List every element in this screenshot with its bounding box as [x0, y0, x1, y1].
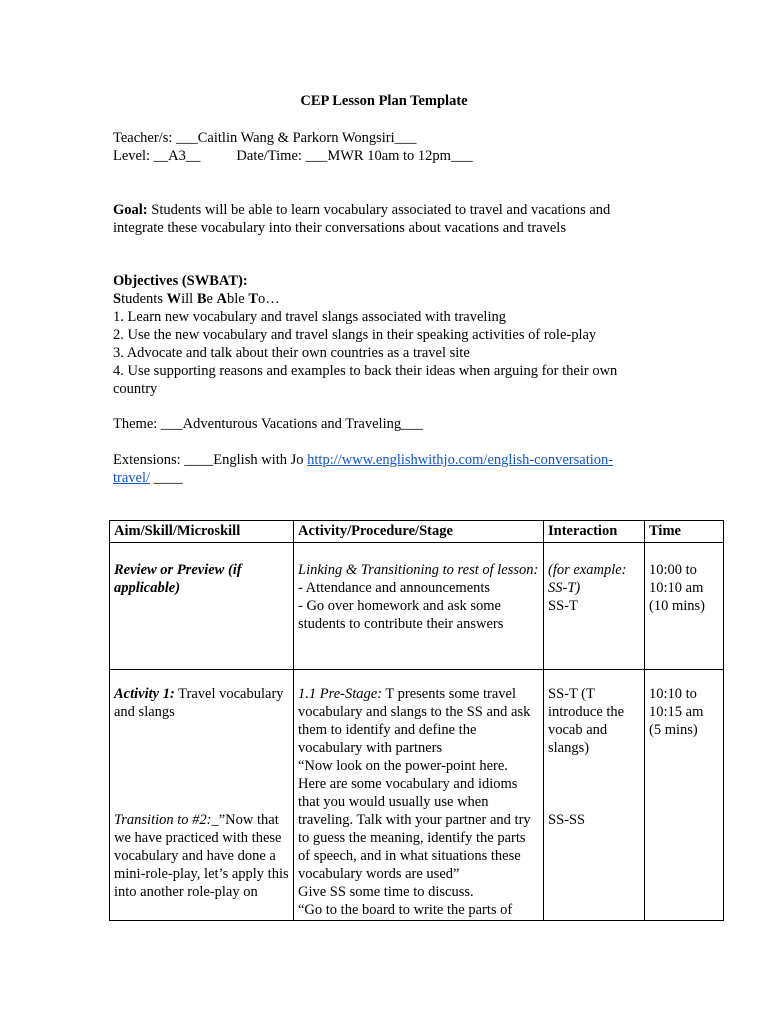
interaction-value: SS-SS	[548, 812, 586, 828]
activity-line: - Go over homework and ask some students to contribute their answers	[298, 598, 504, 632]
document-title: CEP Lesson Plan Template	[300, 93, 468, 109]
table-header-row	[110, 521, 724, 543]
pre-stage-text	[298, 685, 539, 757]
linking-heading: Linking & Transitioning to rest of lesson:	[298, 562, 539, 578]
interaction-example: (for example: SS-T)	[548, 562, 627, 596]
objective-item: 2. Use the new vocabulary and travel slangs in their speaking activities of role-play	[113, 327, 597, 343]
level-line	[113, 147, 658, 165]
level-label: Level:	[113, 148, 154, 164]
objectives-section	[113, 272, 658, 398]
transition-body: _”Now that we have practiced with these vocabulary and have done a mini-role-play, let’s apply this into another role-play on	[114, 812, 289, 900]
cell-activity-activity-1	[294, 670, 544, 921]
column-header-aim: Aim/Skill/Microskill	[110, 521, 294, 543]
extensions-suffix: ____	[150, 470, 183, 486]
swbat-letter: A	[216, 291, 228, 307]
time-value: 10:00 to 10:10 am (10 mins)	[649, 562, 705, 614]
column-header-activity: Activity/Procedure/Stage	[294, 521, 544, 543]
swbat-word: tudents	[121, 291, 167, 307]
cell-activity-review	[294, 543, 544, 670]
teacher-line	[113, 129, 658, 147]
objective-item: 1. Learn new vocabulary and travel slangs associated with traveling	[113, 309, 506, 325]
swbat-word: o…	[258, 291, 280, 307]
theme-label: Theme:	[113, 416, 161, 432]
teachers-label: Teacher/s:	[113, 130, 176, 146]
goal-section	[113, 201, 658, 237]
extensions-label: Extensions:	[113, 452, 185, 468]
board-line: “Go to the board to write the parts of	[298, 902, 513, 918]
pre-stage-body: T presents some travel vocabulary and slangs to the SS and ask them to identify and define the vocabulary with partners	[298, 686, 531, 756]
swbat-letter: S	[113, 291, 122, 307]
cell-time-activity-1	[645, 670, 724, 921]
extensions-link[interactable]: http://www.englishwithjo.com/english-conversation-travel/	[113, 452, 614, 486]
interaction-value: SS-T (T introduce the vocab and slangs)	[548, 686, 625, 756]
activity-1-aim	[114, 685, 289, 721]
extensions-line	[113, 451, 643, 487]
cell-time-review	[645, 543, 724, 670]
interaction-value: SS-T	[548, 598, 578, 614]
cell-aim-activity-1	[110, 670, 294, 921]
swbat-word: ill	[181, 291, 197, 307]
teachers-value: ___Caitlin Wang & Parkorn Wongsiri___	[176, 130, 417, 146]
column-header-interaction: Interaction	[544, 521, 645, 543]
level-value: __A3__	[153, 148, 201, 164]
goal-label: Goal:	[113, 202, 148, 218]
theme-value: ___Adventurous Vacations and Traveling___	[160, 416, 423, 432]
swbat-line	[113, 290, 658, 308]
objective-item: 4. Use supporting reasons and examples to back their ideas when arguing for their own country	[113, 363, 618, 397]
pre-stage-label: 1.1 Pre-Stage:	[298, 686, 383, 702]
theme-line	[113, 415, 658, 433]
teacher-quote: “Now look on the power-point here. Here are some vocabulary and idioms that you would usually use when traveling. Talk with your partner and try to guess the meaning, identify the parts of speech, and in what situations these vocabulary words are used”	[298, 758, 531, 882]
time-value: 10:10 to 10:15 am (5 mins)	[649, 686, 704, 738]
objectives-label: Objectives (SWBAT):	[113, 273, 248, 289]
spacer	[114, 721, 289, 811]
swbat-letter: T	[248, 291, 259, 307]
table-row-review	[110, 543, 724, 670]
extensions-prefix: ____English with Jo	[184, 452, 308, 468]
activity-1-label: Activity 1:	[114, 686, 175, 702]
swbat-word: e	[206, 291, 217, 307]
transition-text	[114, 811, 289, 901]
cell-aim-review	[110, 543, 294, 670]
activity-line: - Attendance and announcements	[298, 580, 491, 596]
goal-text: Students will be able to learn vocabulary associated to travel and vacations and integrate these vocabulary into their conversations about vacations and travels	[113, 202, 611, 236]
swbat-letter: W	[166, 291, 182, 307]
lesson-plan-table	[109, 520, 724, 921]
swbat-word: ble	[227, 291, 249, 307]
swbat-letter: B	[196, 291, 207, 307]
spacer	[548, 757, 640, 811]
datetime-label: Date/Time:	[236, 148, 306, 164]
review-aim-text: Review or Preview (if applicable)	[114, 562, 242, 596]
cell-interaction-activity-1	[544, 670, 645, 921]
transition-label: Transition to #2:	[114, 812, 212, 828]
objective-item: 3. Advocate and talk about their own countries as a travel site	[113, 345, 470, 361]
datetime-value: ___MWR 10am to 12pm___	[305, 148, 473, 164]
cell-interaction-review	[544, 543, 645, 670]
give-time-line: Give SS some time to discuss.	[298, 884, 474, 900]
table-row-activity-1	[110, 670, 724, 921]
activity-1-title: Travel vocabulary and slangs	[114, 686, 284, 720]
column-header-time: Time	[645, 521, 724, 543]
